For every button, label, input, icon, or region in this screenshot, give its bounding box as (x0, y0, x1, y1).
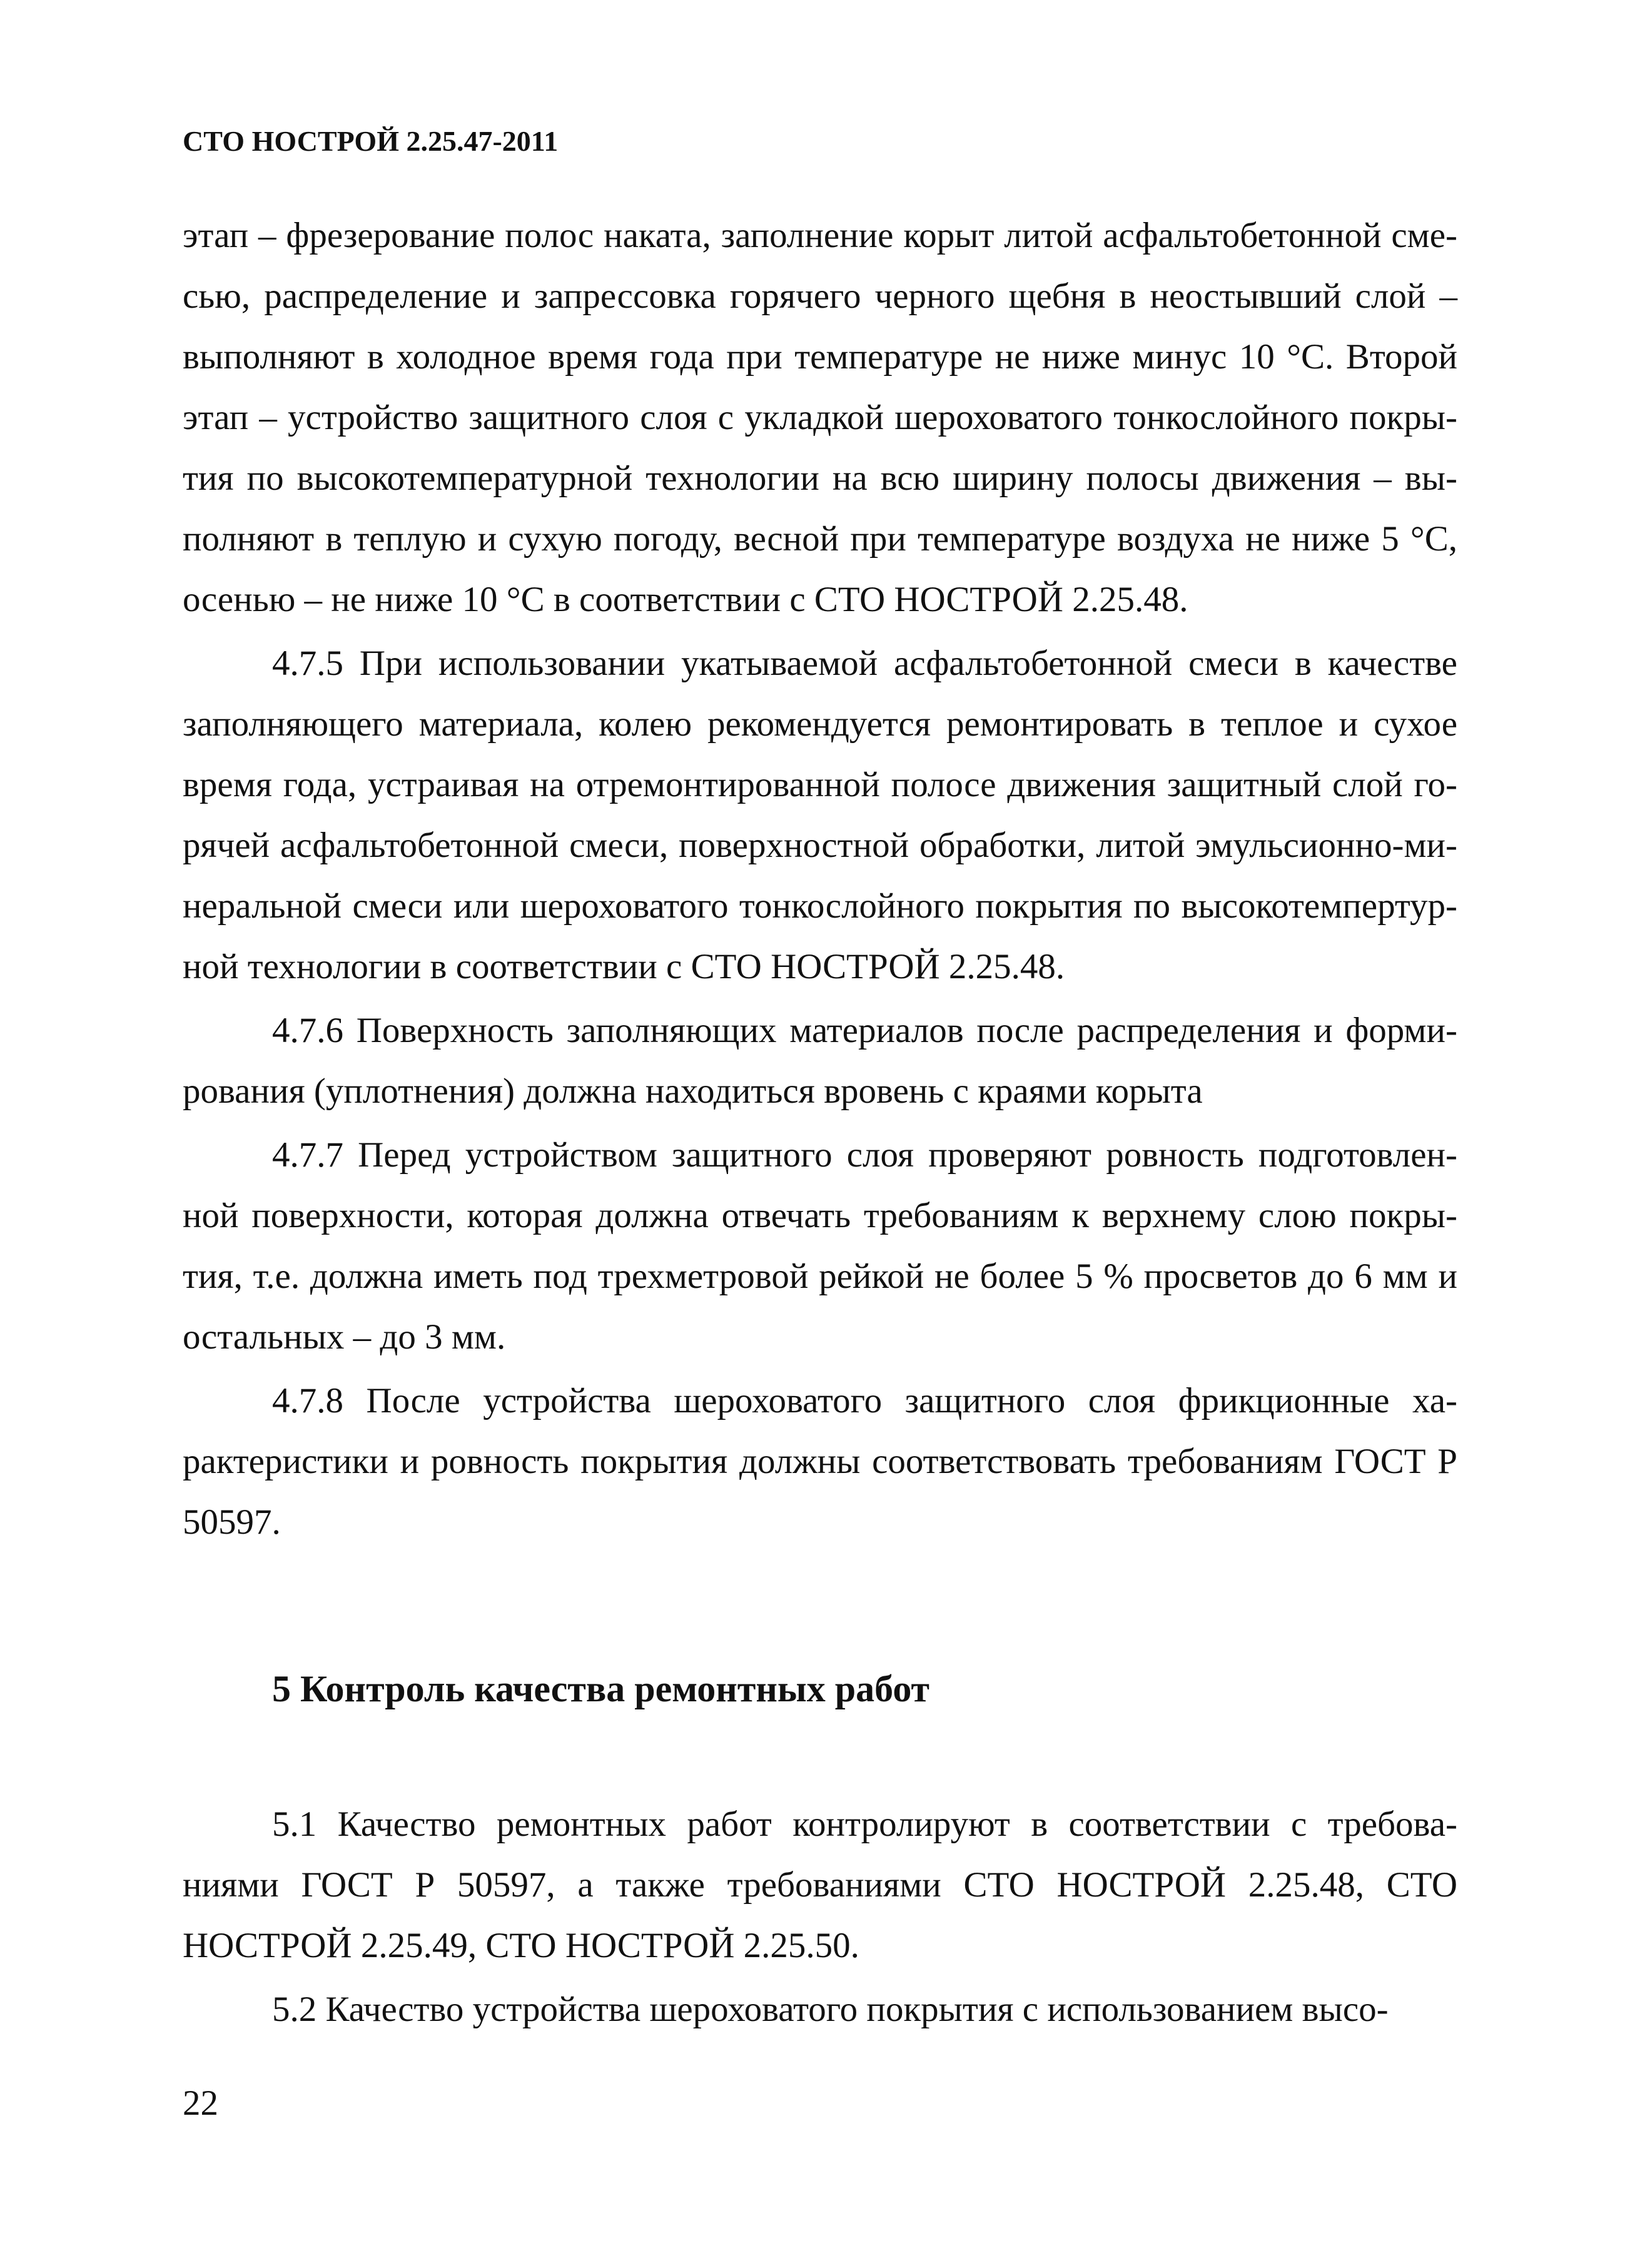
paragraph-4-7-8: 4.7.8 После устройства шероховатого защитного слоя фрикционные ха-рактеристики и ровность покрытия должны соответствовать требованиям ГОСТ Р 50597. (183, 1381, 1457, 1542)
paragraph-5-2: 5.2 Качество устройства шероховатого покрытия с использованием высо- (272, 1990, 1389, 2029)
paragraph-4-7-7: 4.7.7 Перед устройством защитного слоя проверяют ровность подготовлен-ной поверхности, которая должна отвечать требованиям к верхнему слою покры-тия, т.е. должна иметь под трехметровой рейкой не более 5 % просветов до 6 мм и остальных – до 3 мм. (183, 1135, 1457, 1357)
page-number: 22 (183, 2083, 218, 2123)
paragraph-4-7-6: 4.7.6 Поверхность заполняющих материалов после распределения и форми-рования (уплотнения) должна находиться вровень с краями корыта (183, 1011, 1457, 1111)
paragraph-continuation: этап – фрезерование полос наката, заполнение корыт литой асфальтобетонной сме-сью, распределение и запрессовка горячего черного щебня в неостывший слой – выполняют в холодное время года при температуре не ниже минус 10 °С. Второй этап – устройство защитного слоя с укладкой шероховатого тонкослойного покры-тия по высокотемпературной технологии на всю ширину полосы движения – вы-полняют в теплую и сухую погоду, весной при температуре воздуха не ниже 5 °С, осенью – не ниже 10 °С в соответствии с СТО НОСТРОЙ 2.25.48. (183, 216, 1457, 619)
body-text (183, 205, 1457, 2040)
running-header: СТО НОСТРОЙ 2.25.47-2011 (183, 125, 559, 157)
paragraph-4-7-5: 4.7.5 При использовании укатываемой асфальтобетонной смеси в качестве заполняющего материала, колею рекомендуется ремонтировать в теплое и сухое время года, устраивая на отремонтированной полосе движения защитный слой го-рячей асфальтобетонной смеси, поверхностной обработки, литой эмульсионно-ми-неральной смеси или шероховатого тонкослойного покрытия по высокотемпертур-ной технологии в соответствии с СТО НОСТРОЙ 2.25.48. (183, 644, 1457, 986)
paragraph-5-1: 5.1 Качество ремонтных работ контролируют в соответствии с требова-ниями ГОСТ Р 50597, а также требованиями СТО НОСТРОЙ 2.25.48, СТО НОСТРОЙ 2.25.49, СТО НОСТРОЙ 2.25.50. (183, 1805, 1457, 1965)
section-5-heading: 5 Контроль качества ремонтных работ (272, 1668, 930, 1709)
